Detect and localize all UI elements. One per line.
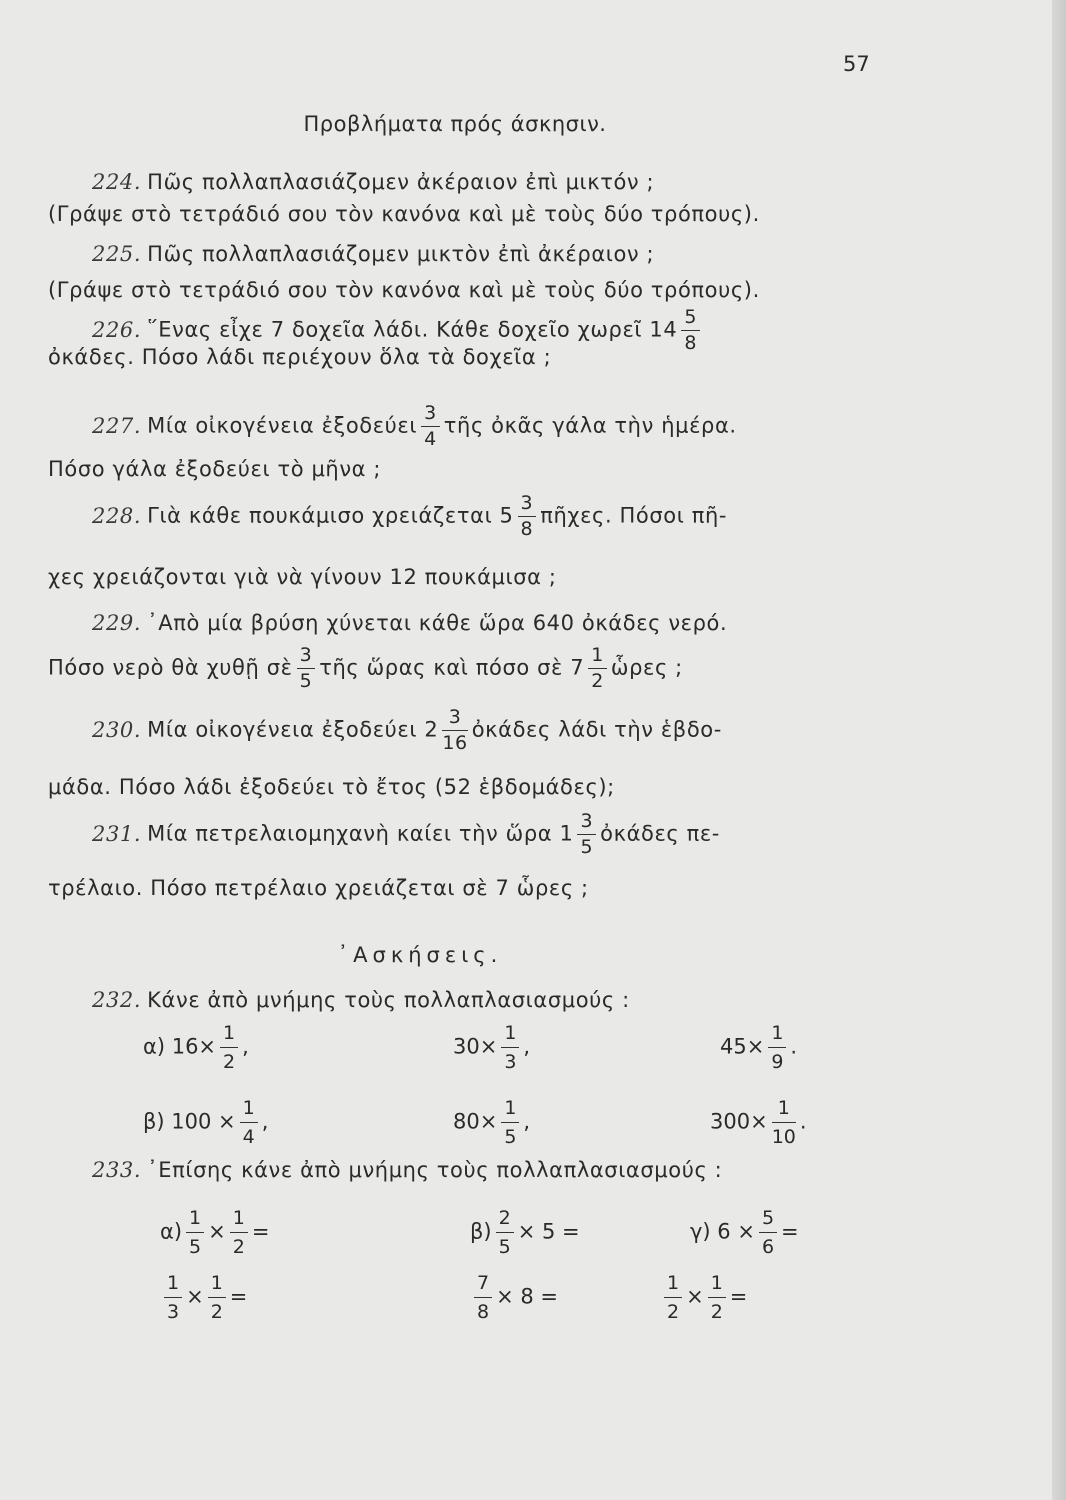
fraction: [208, 1272, 226, 1323]
denominator: 2: [223, 1051, 236, 1073]
problem-number: 224.: [92, 170, 142, 194]
text: 80×: [453, 1109, 498, 1134]
text: .: [790, 1034, 798, 1059]
fraction: [186, 1207, 204, 1258]
text: (Γράψε στὸ τετράδιό σου τὸν κανόνα καὶ μὲ τοὺς δύο τρόπους).: [48, 202, 760, 226]
denominator: 3: [504, 1051, 517, 1073]
section-title: Προβλήματα πρός άσκησιν.: [303, 112, 607, 136]
text: 45×: [720, 1034, 765, 1059]
denominator: 5: [299, 670, 313, 692]
denominator: 5: [580, 836, 594, 858]
text: ᾿Επίσης κάνε ἀπὸ μνήμης τοὺς πολλαπλασιασμούς :: [147, 1158, 723, 1182]
fraction: [759, 1207, 777, 1258]
exercise-item: [160, 1272, 247, 1323]
text: =: [781, 1219, 799, 1244]
text-line: [48, 777, 615, 798]
text-line: [92, 244, 654, 265]
text-line: [48, 459, 381, 480]
text: ,: [523, 1109, 531, 1134]
denominator: 5: [498, 1236, 511, 1258]
fraction: [681, 308, 700, 353]
exercise-item: [470, 1207, 580, 1258]
text: τῆς ὥρας καὶ πόσο σὲ 7: [319, 655, 585, 680]
text: μάδα. Πόσο λάδι ἐξοδεύει τὸ ἔτος (52 ἑβδομάδες);: [48, 775, 615, 799]
text: Μία οἰκογένεια ἐξοδεύει 2: [147, 717, 439, 742]
numerator: 1: [220, 1022, 238, 1048]
text: Πῶς πολλαπλασιάζομεν μικτὸν ἐπὶ ἀκέραιον ;: [147, 242, 655, 266]
text: β) 100 ×: [143, 1109, 236, 1134]
fraction: [421, 404, 440, 449]
denominator: 4: [424, 428, 437, 450]
text: α) 16×: [143, 1034, 217, 1059]
text-line: [92, 812, 720, 857]
numerator: 3: [421, 404, 440, 427]
text: Γιὰ κάθε πουκάμισο χρειάζεται 5: [147, 503, 514, 528]
numerator: 1: [164, 1272, 182, 1298]
problem-number: 229.: [92, 611, 142, 635]
text: ῞Ενας εἶχε 7 δοχεῖα λάδι. Κάθε δοχεῖο χωρεῖ 14: [147, 317, 678, 342]
text: .: [799, 1109, 807, 1134]
numerator: 1: [240, 1097, 258, 1123]
numerator: 1: [772, 1097, 796, 1123]
numerator: 1: [588, 646, 607, 669]
numerator: 1: [230, 1207, 248, 1233]
text-line: [48, 280, 760, 301]
text: =: [729, 1284, 748, 1309]
fraction: [442, 708, 467, 753]
page-number: 57: [843, 52, 870, 76]
fraction: [708, 1272, 726, 1323]
fraction: [501, 1097, 519, 1148]
problem-number: 231.: [92, 821, 142, 846]
fraction: [164, 1272, 182, 1323]
text: Κάνε ἀπὸ μνήμης τοὺς πολλαπλασιασμούς :: [147, 988, 630, 1012]
fraction: [772, 1097, 796, 1148]
numerator: 7: [474, 1272, 492, 1298]
problem-number: 225.: [92, 242, 142, 266]
fraction: [496, 1207, 514, 1258]
numerator: 2: [496, 1207, 514, 1233]
exercise-line: [92, 990, 630, 1011]
fraction: [474, 1272, 492, 1323]
text-line: [92, 404, 737, 449]
denominator: 8: [684, 332, 698, 354]
text: ×: [686, 1284, 704, 1309]
fraction: [501, 1022, 519, 1073]
text: ὀκάδες πε-: [600, 821, 720, 846]
text-line: [48, 347, 551, 368]
numerator: 1: [186, 1207, 204, 1233]
text: =: [229, 1284, 248, 1309]
denominator: 2: [667, 1301, 680, 1323]
problem-number: 228.: [92, 503, 142, 528]
numerator: 1: [501, 1022, 519, 1048]
denominator: 9: [771, 1051, 784, 1073]
denominator: 2: [591, 670, 604, 692]
numerator: 1: [768, 1022, 786, 1048]
text-line: [48, 646, 683, 691]
text: Πόσο νερὸ θὰ χυθῇ σὲ: [48, 655, 293, 680]
text: ,: [242, 1034, 249, 1059]
exercise-item: [690, 1207, 799, 1258]
text: 30×: [453, 1034, 498, 1059]
denominator: 2: [710, 1301, 723, 1323]
denominator: 16: [442, 732, 468, 754]
denominator: 5: [189, 1236, 202, 1258]
text-line: [92, 172, 654, 193]
text: τῆς ὀκᾶς γάλα τὴν ἡμέρα.: [443, 413, 737, 438]
text: × 8 =: [496, 1284, 558, 1309]
denominator: 3: [167, 1301, 180, 1323]
fraction: [240, 1097, 258, 1148]
text: Μία πετρελαιομηχανὴ καίει τὴν ὥρα 1: [147, 821, 574, 846]
text: ὀκάδες. Πόσο λάδι περιέχουν ὅλα τὰ δοχεῖα ;: [48, 345, 552, 369]
text: Πῶς πολλαπλασιάζομεν ἀκέραιον ἐπὶ μικτόν ;: [147, 170, 655, 194]
exercise-item: [453, 1022, 530, 1073]
text-line: [92, 708, 722, 753]
numerator: 1: [664, 1272, 682, 1298]
fraction: [230, 1207, 248, 1258]
text: × 5 =: [517, 1219, 580, 1244]
fraction: [768, 1022, 786, 1073]
problem-number: 230.: [92, 717, 142, 742]
fraction: [577, 812, 596, 857]
numerator: 3: [577, 812, 596, 835]
denominator: 10: [771, 1126, 796, 1148]
text: β): [470, 1219, 492, 1244]
text: πῆχες. Πόσοι πῆ-: [540, 503, 728, 528]
numerator: 5: [759, 1207, 777, 1233]
text-line: [92, 613, 727, 634]
denominator: 8: [477, 1301, 490, 1323]
numerator: 3: [297, 646, 316, 669]
text: 300×: [710, 1109, 768, 1134]
text-line: [48, 567, 557, 588]
text: ×: [186, 1284, 204, 1309]
denominator: 5: [504, 1126, 517, 1148]
fraction: [220, 1022, 238, 1073]
exercise-item: [160, 1207, 269, 1258]
page-edge: [1052, 0, 1066, 1500]
numerator: 3: [442, 708, 467, 731]
exercise-item: [143, 1097, 268, 1148]
text: ,: [523, 1034, 531, 1059]
text: α): [160, 1219, 183, 1244]
text: χες χρειάζονται γιὰ νὰ γίνουν 12 πουκάμισα ;: [48, 565, 557, 589]
text: =: [251, 1219, 270, 1244]
text: Μία οἰκογένεια ἐξοδεύει: [147, 413, 418, 438]
exercise-item: [720, 1022, 797, 1073]
problem-number: 227.: [92, 413, 142, 438]
numerator: 1: [208, 1272, 226, 1298]
text: ,: [261, 1109, 269, 1134]
problem-number: 226.: [92, 317, 142, 342]
exercise-item: [710, 1097, 807, 1148]
problem-number: 233.: [92, 1158, 142, 1182]
denominator: 2: [232, 1236, 245, 1258]
fraction: [297, 646, 316, 691]
problem-number: 232.: [92, 988, 142, 1012]
numerator: 3: [518, 494, 537, 517]
numerator: 1: [708, 1272, 726, 1298]
denominator: 6: [761, 1236, 775, 1258]
text: ×: [208, 1219, 226, 1244]
text-line: [92, 494, 727, 539]
text: (Γράψε στὸ τετράδιό σου τὸν κανόνα καὶ μὲ τοὺς δύο τρόπους).: [48, 278, 760, 302]
text: Πόσο γάλα ἐξοδεύει τὸ μῆνα ;: [48, 457, 382, 481]
exercise-item: [143, 1022, 249, 1073]
fraction: [588, 646, 607, 691]
text: ὀκάδες λάδι τὴν ἑβδο-: [471, 717, 722, 742]
exercise-item: [660, 1272, 747, 1323]
fraction: [518, 494, 537, 539]
text: γ) 6 ×: [690, 1219, 755, 1244]
numerator: 1: [501, 1097, 519, 1123]
exercise-line: [92, 1160, 722, 1181]
denominator: 8: [520, 518, 534, 540]
text: τρέλαιο. Πόσο πετρέλαιο χρειάζεται σὲ 7 ὧρες ;: [48, 876, 589, 900]
denominator: 2: [210, 1301, 223, 1323]
exercise-item: [470, 1272, 558, 1323]
text-line: [48, 878, 589, 899]
text: ᾿Απὸ μία βρύση χύνεται κάθε ὥρα 640 ὀκάδες νερό.: [147, 611, 728, 635]
text: ὧρες ;: [610, 655, 683, 680]
exercise-item: [453, 1097, 530, 1148]
fraction: [664, 1272, 682, 1323]
numerator: 5: [681, 308, 700, 331]
text-line: [48, 204, 760, 225]
exercises-heading: ᾿Ασκήσεις.: [337, 943, 503, 967]
denominator: 4: [242, 1126, 255, 1148]
